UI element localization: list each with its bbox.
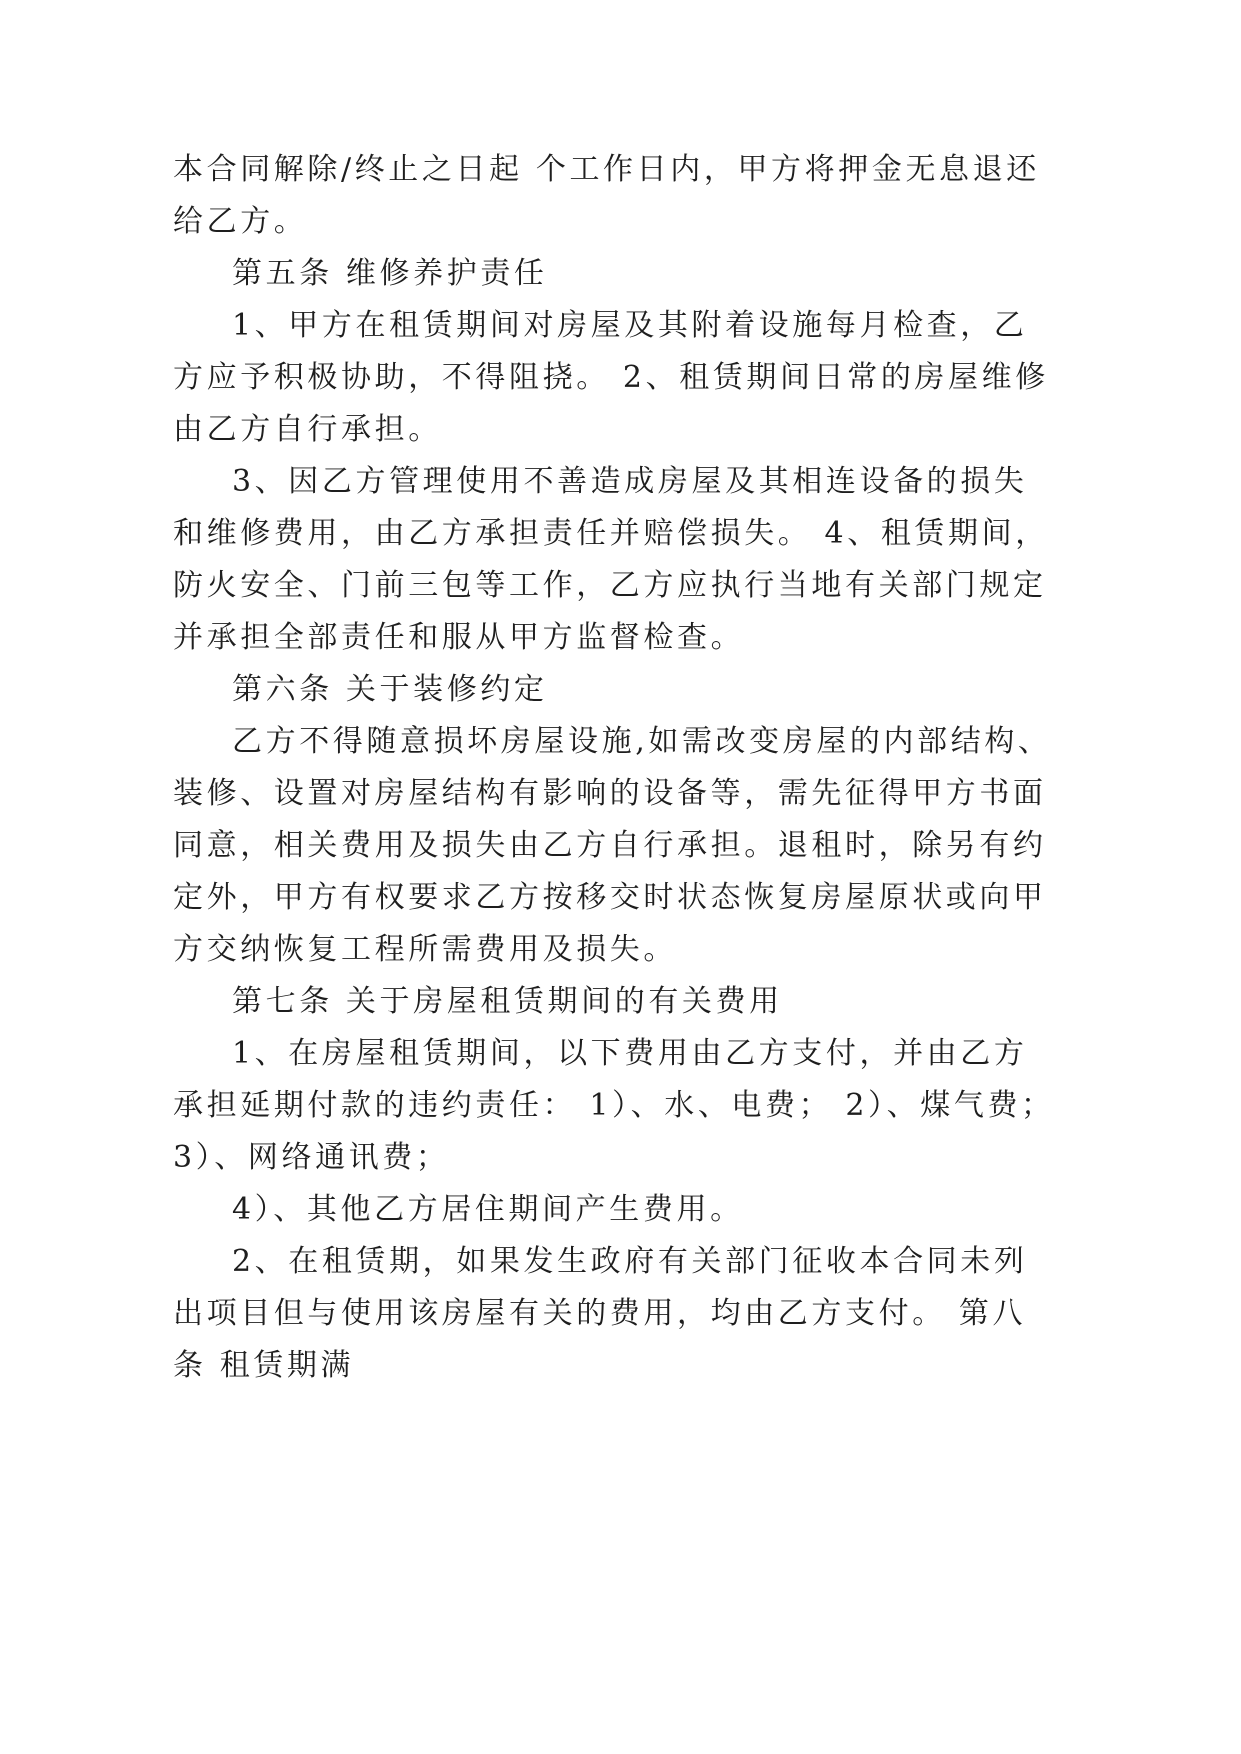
text-line: 1、在房屋租赁期间，以下费用由乙方支付，并由乙方 <box>232 1036 1028 1071</box>
section-heading: 第六条 关于装修约定 <box>232 672 548 707</box>
text-line: 出项目但与使用该房屋有关的费用，均由乙方支付。 第八 <box>173 1296 1027 1331</box>
text-line: 条 租赁期满 <box>173 1348 355 1383</box>
text-line: 给乙方。 <box>173 204 308 239</box>
text-line: 和维修费用，由乙方承担责任并赔偿损失。 4、租赁期间， <box>173 516 1049 551</box>
section-heading: 第五条 维修养护责任 <box>232 256 548 291</box>
section-heading: 第七条 关于房屋租赁期间的有关费用 <box>232 984 783 1019</box>
text-line: 本合同解除/终止之日起 个工作日内，甲方将押金无息退还 <box>173 152 1040 187</box>
text-line: 3）、网络通讯费； <box>173 1140 450 1175</box>
text-line: 4）、其他乙方居住期间产生费用。 <box>232 1192 744 1227</box>
text-line: 方交纳恢复工程所需费用及损失。 <box>173 932 677 967</box>
text-line: 由乙方自行承担。 <box>173 412 442 447</box>
text-line: 同意，相关费用及损失由乙方自行承担。退租时，除另有约 <box>173 828 1047 863</box>
text-line: 1、甲方在租赁期间对房屋及其附着设施每月检查，乙 <box>232 308 1028 343</box>
text-line: 防火安全、门前三包等工作，乙方应执行当地有关部门规定 <box>173 568 1047 603</box>
text-line: 承担延期付款的违约责任： 1）、水、电费； 2）、煤气费； <box>173 1088 1055 1123</box>
text-line: 定外，甲方有权要求乙方按移交时状态恢复房屋原状或向甲 <box>173 880 1047 915</box>
text-line: 装修、设置对房屋结构有影响的设备等，需先征得甲方书面 <box>173 776 1047 811</box>
text-line: 方应予积极协助，不得阻挠。 2、租赁期间日常的房屋维修 <box>173 360 1049 395</box>
text-line: 3、因乙方管理使用不善造成房屋及其相连设备的损失 <box>232 464 1028 499</box>
text-line: 并承担全部责任和服从甲方监督检查。 <box>173 620 745 655</box>
text-line: 2、在租赁期，如果发生政府有关部门征收本合同未列 <box>232 1244 1028 1279</box>
text-line: 乙方不得随意损坏房屋设施,如需改变房屋的内部结构、 <box>232 724 1052 759</box>
